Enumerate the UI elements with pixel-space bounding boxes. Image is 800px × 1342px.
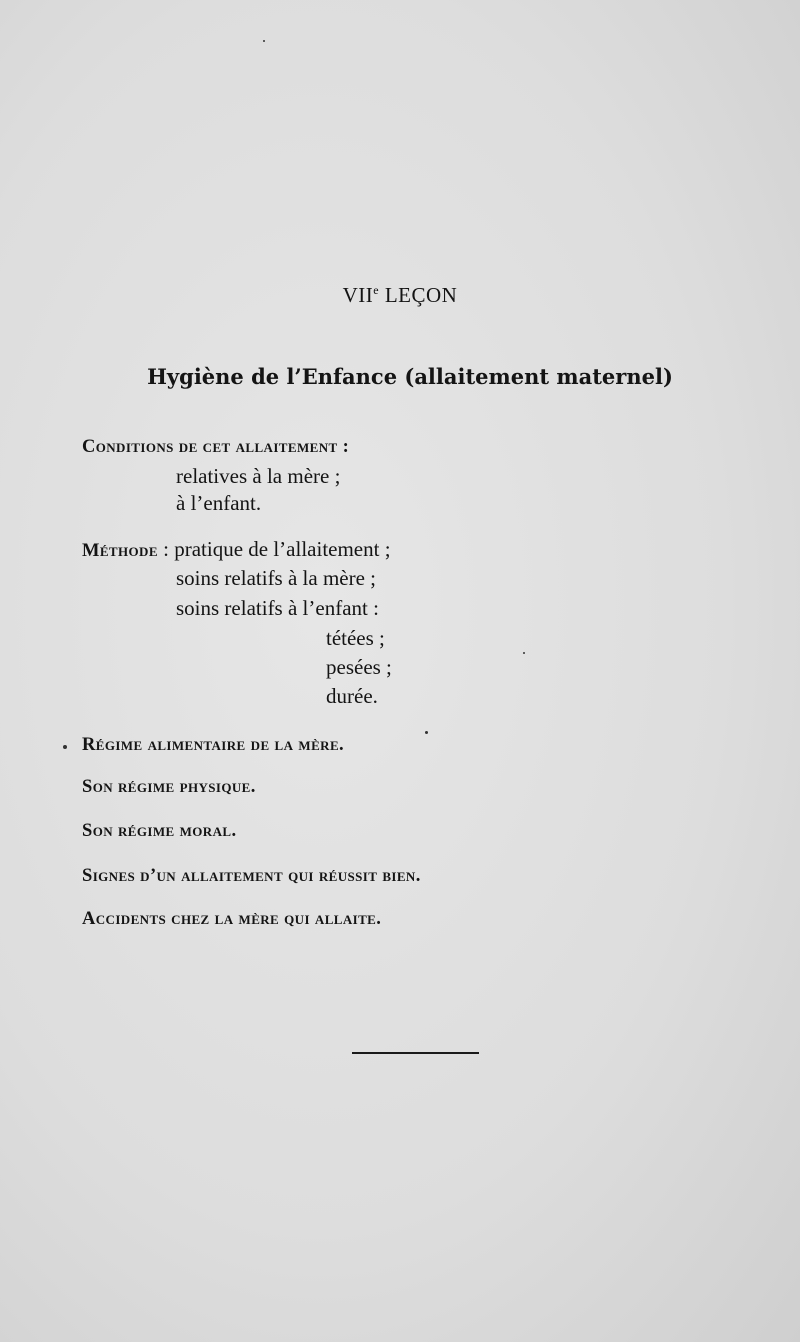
line-regime-alimentaire [82,731,344,756]
line-accidents-lead: Accidents chez la mère qui allaite. [82,909,382,929]
line-regime-moral [82,817,236,842]
line-regime-physique [82,773,256,798]
ink-speck [263,40,265,42]
lesson-word: LEÇON [384,283,458,307]
line-soins-mere: soins relatifs à la mère ; [176,566,377,590]
line-methode-text: : pratique de l’allaitement ; [157,537,391,561]
line-methode-lead: Méthode [82,541,158,561]
line-conditions [82,433,349,458]
line-regime-physique-lead: Son régime physique. [82,777,256,797]
line-soins-enfant: soins relatifs à l’enfant : [176,596,379,620]
lesson-superscript: e [373,283,380,297]
line-mere: relatives à la mère ; [176,464,341,488]
line-signes-lead: Signes d’un allaitement qui réussit bien. [82,866,421,886]
ink-speck [523,652,525,654]
page-title: Hygiène de l’Enfance (allaitement maternel) [147,364,673,389]
line-regime-moral-lead: Son régime moral. [82,821,237,841]
line-tetees: tétées ; [326,626,385,650]
line-accidents [82,905,381,930]
lesson-heading [0,283,800,308]
closing-rule [352,1052,479,1054]
ink-speck [425,731,428,734]
line-conditions-lead: Conditions de cet allaitement : [82,437,350,457]
ink-speck [63,745,67,749]
line-pesees: pesées ; [326,655,392,679]
line-methode [82,537,391,562]
line-duree: durée. [326,684,378,708]
line-signes [82,862,421,887]
lesson-numeral: VII [342,283,374,307]
line-regime-alimentaire-lead: Régime alimentaire de la mère. [82,735,345,755]
line-enfant: à l’enfant. [176,491,262,515]
